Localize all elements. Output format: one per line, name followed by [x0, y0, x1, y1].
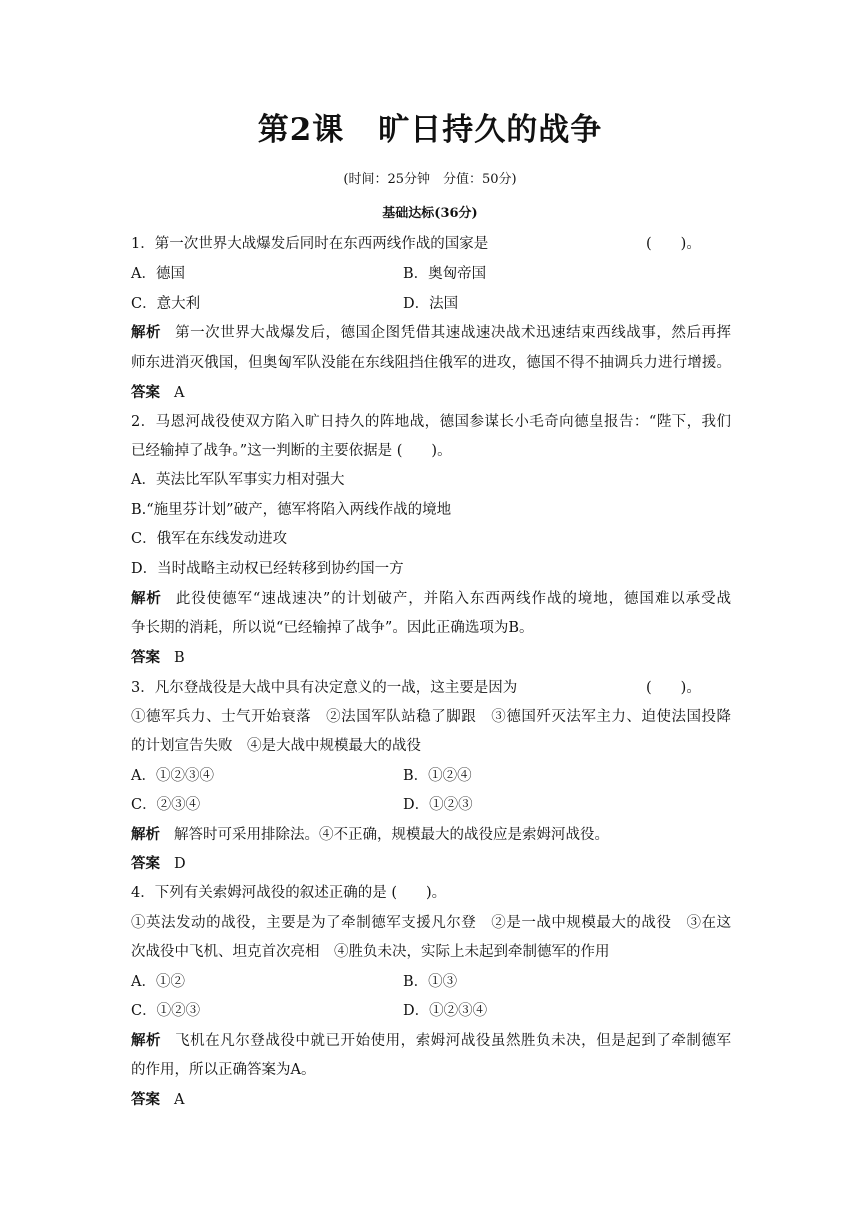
q2-option-d: D．当时战略主动权已经转移到协约国一方 [131, 561, 404, 577]
q3-items: ①德军兵力、士气开始衰落 ②法国军队站稳了脚跟 ③德国歼灭法军主力、迫使法国投降 [131, 709, 731, 725]
q2-option-c: C．俄军在东线发动进攻 [131, 531, 288, 547]
q2-analysis: 解析 此役使德军“速战速决”的计划破产，并陷入东西两线作战的境地，德国难以承受战 [131, 590, 731, 607]
q3-answer [131, 854, 731, 874]
q3-items-cont: 的计划宣告失败 ④是大战中规模最大的战役 [131, 738, 421, 754]
q1-option-d: D．法国 [403, 296, 459, 312]
q2-analysis-cont: 争长期的消耗，所以说“已经输掉了战争”。因此正确选项为B。 [131, 620, 534, 636]
q2-stem: 2．马恩河战役使双方陷入旷日持久的阵地战，德国参谋长小毛奇向德皇报告：“陛下，我们 [131, 414, 731, 430]
q4-option-d: D．①②③④ [403, 1003, 488, 1019]
q4-analysis: 解析 飞机在凡尔登战役中就已开始使用，索姆河战役虽然胜负未决，但是起到了牵制德军 [131, 1032, 732, 1049]
lesson-name: 旷日持久的战争 [378, 112, 603, 148]
q1-option-a: A．德国 [131, 266, 185, 282]
q1-analysis-cont: 师东进消灭俄国，但奥匈军队没能在东线阻挡住俄军的进攻，德国不得不抽调兵力进行增援。 [131, 355, 731, 371]
q4-analysis-cont: 的作用，所以正确答案为A。 [131, 1062, 316, 1078]
q4-stem: 4．下列有关索姆河战役的叙述正确的是 ( )。 [131, 885, 447, 901]
q4-option-a: A．①② [131, 974, 185, 990]
q3-options-cd [131, 795, 731, 815]
q1-answer-value: A [174, 385, 185, 401]
q1-analysis: 解析 第一次世界大战爆发后，德国企图凭借其速战速决战术迅速结束西线战事，然后再挥 [131, 324, 732, 341]
section-heading: 基础达标(36分) [382, 206, 478, 221]
q1-paren: ( )。 [646, 236, 701, 252]
q3-option-d: D．①②③ [403, 797, 473, 813]
answer-label: 答案 [131, 384, 160, 401]
q4-option-b: B．①③ [403, 974, 458, 990]
q4-answer-value: A [174, 1092, 185, 1108]
answer-label: 答案 [131, 649, 160, 666]
q3-option-a: A．①②③④ [131, 768, 214, 784]
answer-label: 答案 [131, 855, 160, 872]
q1-options-ab [131, 264, 731, 284]
q3-option-c: C．②③④ [131, 797, 201, 813]
q3-answer-value: D [174, 856, 186, 872]
q2-stem-cont: 已经输掉了战争。”这一判断的主要依据是 ( )。 [131, 443, 452, 459]
q4-option-c: C．①②③ [131, 1003, 201, 1019]
q1-option-b: B．奥匈帝国 [403, 266, 487, 282]
q2-option-b: B.“施里芬计划”破产，德军将陷入两线作战的境地 [131, 502, 452, 518]
answer-label: 答案 [131, 1091, 160, 1108]
lesson-number: 第2课 [257, 112, 345, 148]
analysis-label: 解析 [131, 590, 162, 607]
q3-stem: 3．凡尔登战役是大战中具有决定意义的一战，这主要是因为 ( )。 [131, 680, 701, 696]
q3-option-b: B．①②④ [403, 768, 472, 784]
q4-items-cont: 次战役中飞机、坦克首次亮相 ④胜负未决，实际上未起到牵制德军的作用 [131, 944, 610, 960]
q1-options-cd [131, 294, 731, 314]
q2-answer-value: B [174, 650, 185, 666]
q2-option-a: A．英法比军队军事实力相对强大 [131, 472, 345, 488]
q4-answer [131, 1090, 731, 1110]
q3-options-ab [131, 766, 731, 786]
analysis-label: 解析 [131, 826, 160, 843]
time-score-info: (时间：25分钟 分值：50分) [343, 172, 517, 187]
q3-analysis: 解析 解答时可采用排除法。④不正确，规模最大的战役应是索姆河战役。 [131, 826, 609, 843]
q1-option-c: C．意大利 [131, 296, 201, 312]
q2-answer [131, 648, 731, 668]
analysis-label: 解析 [131, 1032, 162, 1049]
q3-paren: ( )。 [646, 680, 701, 696]
page-title [0, 104, 860, 149]
analysis-label: 解析 [131, 324, 162, 341]
q1-answer [131, 383, 731, 403]
q4-items: ①英法发动的战役，主要是为了牵制德军支援凡尔登 ②是一战中规模最大的战役 ③在这 [131, 915, 731, 931]
q4-options-cd [131, 1001, 731, 1021]
q1-stem: 1．第一次世界大战爆发后同时在东西两线作战的国家是 ( )。 [131, 236, 701, 252]
q4-options-ab [131, 972, 731, 992]
